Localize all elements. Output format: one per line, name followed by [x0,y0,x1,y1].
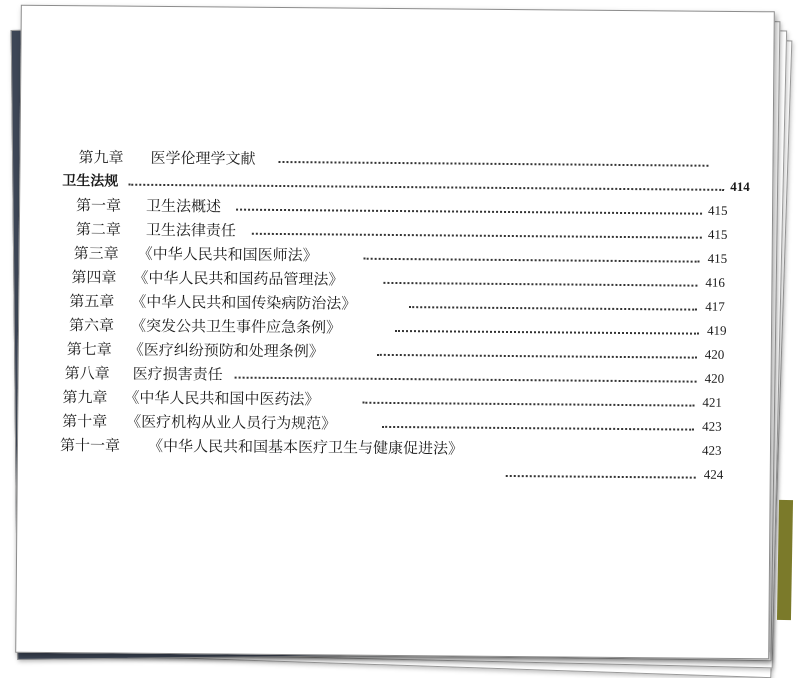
page-number: 415 [707,226,728,242]
dot-leader [382,426,694,431]
chapter-title: 医学伦理学文献 [150,148,256,168]
page-number: 414 [730,178,750,195]
section-title: 卫生法规 [62,173,119,190]
chapter-number: 第二章 [75,220,121,239]
chapter-number: 第九章 [78,148,124,167]
page-number: 420 [704,370,725,386]
table-of-contents [16,6,774,659]
chapter-title: 《中华人民共和国基本医疗卫生与健康促进法》 [147,436,464,458]
dot-leader [409,306,697,311]
chapter-number: 第十一章 [59,436,121,455]
toc-entry [69,290,759,318]
book-page [15,5,775,660]
toc-entry [78,146,678,173]
dot-leader [362,402,694,407]
chapter-number: 第一章 [76,196,122,215]
toc-entry [65,362,755,390]
page-number: 423 [701,442,722,458]
chapter-title: 《中华人民共和国中医药法》 [124,388,320,409]
dot-leader [364,258,700,263]
dot-leader [506,475,696,479]
page-number: 416 [705,274,726,290]
chapter-number: 第九章 [62,388,108,407]
dot-leader [236,209,702,215]
chapter-title: 《突发公共卫生事件应急条例》 [130,316,342,337]
page-number: 420 [704,346,725,362]
toc-entry [74,242,764,270]
toc-entry [76,218,766,246]
chapter-number: 第三章 [73,244,119,263]
chapter-title: 卫生法概述 [146,196,222,216]
dot-leader [377,354,697,359]
chapter-title: 《中华人民共和国药品管理法》 [133,268,344,289]
toc-entry [69,314,759,342]
chapter-number: 第十章 [62,412,108,431]
dot-leader [252,233,702,239]
toc-entry [71,266,761,294]
chapter-number: 第七章 [66,340,112,359]
chapter-title: 《中华人民共和国传染病防治法》 [131,292,357,313]
chapter-title: 《医疗机构从业人员行为规范》 [126,412,337,433]
chapter-number: 第四章 [71,268,117,287]
chapter-number: 第六章 [68,316,115,335]
page-number: 423 [702,418,722,434]
toc-entry [62,386,752,414]
chapter-title: 《医疗纠纷预防和处理条例》 [128,340,324,361]
dot-leader [383,282,697,287]
page-number: 417 [705,298,725,314]
toc-entry [76,194,766,222]
chapter-number: 第五章 [69,292,115,311]
toc-section-heading [62,170,762,198]
chapter-title: 《中华人民共和国医师法》 [137,244,318,265]
dot-leader [128,184,724,191]
page-number: 421 [702,394,722,410]
toc-entry [67,338,757,366]
dot-leader [395,330,699,335]
dot-leader [278,161,708,167]
chapter-number: 第八章 [64,364,110,383]
toc-entry [60,434,760,462]
page-number: 424 [703,466,724,482]
page-number: 419 [706,322,727,338]
chapter-title: 卫生法律责任 [145,220,236,240]
toc-entry [62,410,752,438]
cover-edge-accent [777,500,793,620]
page-number: 415 [708,202,728,218]
page-number: 415 [707,250,728,266]
dot-leader [235,377,697,383]
chapter-title: 医疗损害责任 [132,364,223,384]
toc-entry [60,458,760,486]
